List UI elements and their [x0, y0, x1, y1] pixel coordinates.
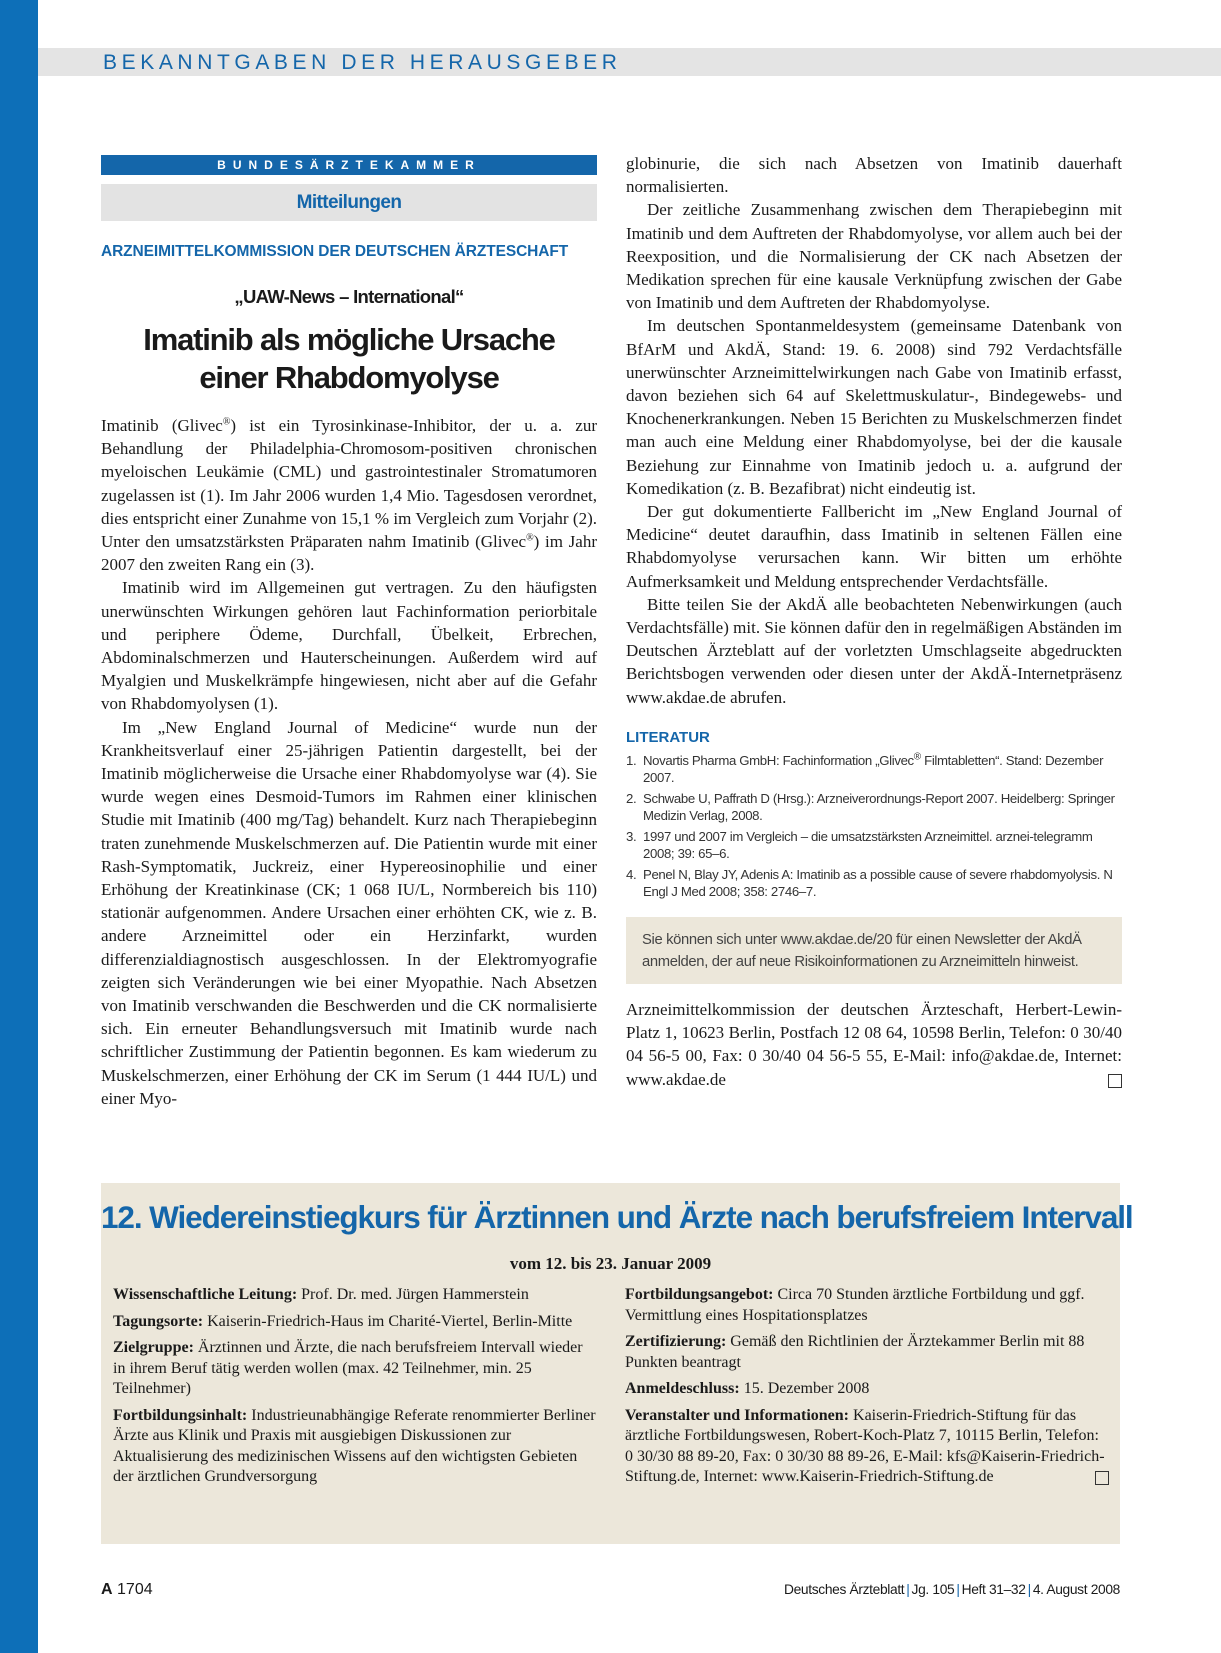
newsletter-note: Sie können sich unter www.akdae.de/20 für einen Newsletter der AkdÄ anmelden, der auf neue Risikoinformationen zu Arzneimitteln hinweist. [626, 917, 1122, 984]
section-header-label: BEKANNTGABEN DER HERAUSGEBER [103, 51, 622, 74]
detail-text: Kaiserin-Friedrich-Haus im Charité-Viertel, Berlin-Mitte [203, 1312, 573, 1330]
detail-label: Veranstalter und Informationen: [625, 1406, 850, 1424]
section-header-bar [38, 48, 1221, 76]
detail-label: Fortbildungsangebot: [625, 1286, 774, 1303]
contact-text: Arzneimittelkommission der deutschen Ärzteschaft, Herbert-Lewin-Platz 1, 10623 Berlin, Postfach 12 08 64, 10598 Berlin, Telefon: 0 30/40 04 56-5 00, Fax: 0 30/40 04 56-5 55, E-Mail: info@akdae.de, Internet: www.akdae.de [626, 999, 1122, 1089]
page-number [101, 1581, 153, 1599]
paragraph-case-report: Im „New England Journal of Medicine“ wurde nun der Krankheitsverlauf einer 25-jährigen Patientin dargestellt, bei der Imatinib möglicherweise die Ursache einer Rhabdomyolyse war (4). Sie wurde wegen eines Desmoid-Tumors im Rahmen einer klinischen Studie mit Imatinib (400 mg/Tag) behandelt. Kurz nach Therapiebeginn traten zunehmende Muskelschmerzen auf. Die Patientin wurde mit einer Rash-Symptomatik, Juckreiz, einer Hypereosinophilie und einer Erhöhung der Kreatinkinase (CK; 1 068 IU/L, Normbereich bis 110) stationär aufgenommen. Andere Ursachen einer erhöhten CK, wie z. B. andere Arzneimittel oder ein Herzinfarkt, wurden differenzialdiagnostisch ausgeschlossen. In der Elektromyografie zeigten sich Veränderungen wie bei einer Myopathie. Nach Absetzen von Imatinib verschwanden die Beschwerden und die CK normalisierte sich. Ein erneuter Behandlungsversuch mit Imatinib wurde nach schriftlicher Zustimmung der Patientin begonnen. Es kam wiederum zu Muskelschmerzen, einer Erhöhung der CK im Serum (1 444 IU/L) und einer Myo- [101, 717, 597, 1108]
journal-volume: Jg. 105 [911, 1582, 955, 1597]
course-dates: vom 12. bis 23. Januar 2009 [509, 1254, 712, 1273]
detail-text: Kaiserin-Friedrich-Stiftung für das ärztliche Fortbildungswesen, Robert-Koch-Platz 7, 10115 Berlin, Telefon: 0 30/30 88 89-20, Fax: 0 30/30 88 89-26, E-Mail: kfs@Kaiserin-Friedrich-Stiftung.de, Internet: www.Kaiserin-Friedrich-Stiftung.de [625, 1406, 1105, 1485]
reference-list [626, 752, 1122, 901]
page-number-value: 1704 [117, 1581, 153, 1598]
text-run: Imatinib (Glivec [101, 416, 223, 435]
contact-info [626, 998, 1122, 1091]
course-detail-leitung [113, 1285, 596, 1306]
text-run: ) im Jahr 2007 den zweiten Rang ein (3). [101, 532, 597, 575]
article-title-line-2: einer Rhabdomyolyse [199, 360, 499, 395]
article-body-left [101, 414, 597, 1110]
end-mark-icon [1095, 1471, 1109, 1485]
paragraph-causality: Der zeitliche Zusammenhang zwischen dem Therapiebeginn mit Imatinib und dem Auftreten der Rhabdomyolyse, vor allem auch bei der Reexposition, und die Normalisierung der CK nach Absetzen der Medikation sprechen für eine kausale Verknüpfung zwischen der Gabe von Imatinib und dem Auftreten der Rhabdomyolyse. [626, 200, 1122, 313]
reference-item [626, 828, 1122, 863]
course-title: 12. Wiedereinstiegkurs für Ärztinnen und Ärzte nach berufsfreiem Intervall [101, 1199, 1133, 1235]
publisher-banner: BUNDESÄRZTEKAMMER [101, 155, 597, 175]
course-detail-inhalt [113, 1406, 596, 1488]
article-body-right [626, 152, 1122, 709]
course-detail-zielgruppe [113, 1338, 596, 1400]
course-detail-tagungsorte [113, 1312, 596, 1333]
registered-mark: ® [222, 416, 231, 428]
paragraph-spontaneous-reports: Im deutschen Spontanmeldesystem (gemeinsame Datenbank von BfArM und AkdÄ, Stand: 19. 6. 2008) sind 792 Verdachtsfälle unerwünschter Arzneimittelwirkungen nach Gabe von Imatinib erfasst, davon beziehen sich 64 auf Skelettmuskulatur-, Bindegewebs- und Knochenerkrankungen. Neben 15 Berichten zu Muskelschmerzen findet man auch eine Meldung einer Rhabdomyolyse, bei der die kausale Beziehung zur Einnahme von Imatinib jedoch u. a. aufgrund der Komedikation (z. B. Bezafibrat) nicht eindeutig ist. [626, 316, 1122, 498]
separator: | [956, 1582, 960, 1597]
detail-label: Anmeldeschluss: [625, 1380, 740, 1397]
paragraph-conclusion: Der gut dokumentierte Fallbericht im „New England Journal of Medicine“ deutet daraufhin, dass Imatinib in seltenen Fällen eine Rhabdomyolyse verursachen kann. Wir bitten um erhöhte Aufmerksamkeit und Meldung entsprechender Verdachtsfälle. [626, 502, 1122, 591]
paragraph-continuation: globinurie, die sich nach Absetzen von Imatinib dauerhaft normalisierten. [626, 154, 1122, 197]
detail-text: Gemäß den Richtlinien der Ärztekammer Berlin mit 88 Punkten beantragt [625, 1333, 1085, 1371]
article-kicker: „UAW-News – International“ [234, 286, 464, 307]
organization-heading: ARZNEIMITTELKOMMISSION DER DEUTSCHEN ÄRZTESCHAFT [101, 243, 569, 260]
article-title [101, 321, 597, 397]
article-right-column [626, 152, 1122, 1091]
reference-number: 3. [626, 828, 637, 844]
detail-label: Zielgruppe: [113, 1339, 194, 1356]
course-detail-angebot [625, 1285, 1109, 1326]
end-mark-icon [1108, 1074, 1122, 1088]
reference-item [626, 790, 1122, 825]
reference-number: 2. [626, 790, 637, 806]
detail-label: Wissenschaftliche Leitung: [113, 1286, 298, 1303]
paragraph-reporting-request: Bitte teilen Sie der AkdÄ alle beobachteten Nebenwirkungen (auch Verdachtsfälle) mit. Sie können dafür den in regelmäßigen Abständen im Deutschen Ärzteblatt auf der vorletzten Umschlagseite abgedruckten Berichtsbogen verwenden oder diesen unter der AkdÄ-Internetpräsenz www.akdae.de abrufen. [626, 594, 1122, 707]
reference-text: Schwabe U, Paffrath D (Hrsg.): Arzneiverordnungs-Report 2007. Heidelberg: Springer Medizin Verlag, 2008. [643, 790, 1115, 824]
reference-text: 1997 und 2007 im Vergleich – die umsatzstärksten Arzneimittel. arznei-telegramm 2008; 39: 65–6. [643, 828, 1093, 862]
registered-mark: ® [526, 532, 534, 544]
course-right-column [625, 1285, 1109, 1494]
reference-number: 1. [626, 752, 637, 768]
journal-name: Deutsches Ärzteblatt [783, 1582, 905, 1597]
course-detail-anmeldeschluss [625, 1379, 1109, 1400]
article-title-line-1: Imatinib als mögliche Ursache [143, 322, 555, 357]
paragraph-tolerability: Imatinib wird im Allgemeinen gut vertragen. Zu den häufigsten unerwünschten Wirkungen gehören laut Fachinformation periorbitale und periphere Ödeme, Durchfall, Übelkeit, Erbrechen, Abdominalschmerzen und Hauterscheinungen. Außerdem wird auf Myalgien und Muskelkrämpfe hingewiesen, nicht aber auf die Gefahr von Rhabdomyolysen (1). [101, 578, 597, 714]
course-left-column [113, 1285, 596, 1494]
journal-info [784, 1582, 1120, 1597]
side-color-bar [0, 0, 38, 1653]
journal-issue: Heft 31–32 [961, 1582, 1026, 1597]
detail-label: Tagungsorte: [113, 1312, 204, 1330]
journal-date: 4. August 2008 [1032, 1582, 1120, 1597]
detail-text: Prof. Dr. med. Jürgen Hammerstein [297, 1286, 529, 1303]
separator: | [906, 1582, 910, 1597]
reference-text: Penel N, Blay JY, Adenis A: Imatinib as a possible cause of severe rhabdomyolysis. N Engl J Med 2008; 358: 2746–7. [643, 866, 1113, 900]
course-detail-veranstalter [625, 1406, 1109, 1488]
paragraph-intro [101, 414, 597, 576]
reference-text: Filmtabletten“. Stand: Dezember 2007. [643, 752, 1104, 786]
detail-label: Zertifizierung: [625, 1333, 727, 1350]
detail-text: Circa 70 Stunden ärztliche Fortbildung und ggf. Vermittlung eines Hospitationsplatzes [625, 1286, 1085, 1324]
detail-text: Industrieunabhängige Referate renommierter Berliner Ärzte aus Klinik und Praxis mit ausgiebigen Diskussionen zur Aktualisierung des medizinischen Wissens auf den wichtigsten Gebieten der ärztlichen Grundversorgung [113, 1406, 596, 1485]
page-footer [101, 1581, 1120, 1603]
reference-item [626, 866, 1122, 901]
course-detail-zertifizierung [625, 1332, 1109, 1373]
text-run: ) ist ein Tyrosinkinase-Inhibitor, der u. a. zur Behandlung der Philadelphia-Chromosom-positiven chronischen myeloischen Leukämie (CML) und gastrointestinaler Stromatumoren zugelassen ist (1). Im Jahr 2006 wurden 1,4 Mio. Tagesdosen verordnet, dies entspricht einer Zunahme von 15,1 % im Vergleich zum Vorjahr (2). Unter den umsatzstärksten Präparaten nahm Imatinib (Glivec [101, 416, 597, 552]
detail-label: Fortbildungsinhalt: [113, 1406, 248, 1424]
detail-text: 15. Dezember 2008 [739, 1380, 870, 1397]
detail-text: Ärztinnen und Ärzte, die nach berufsfreiem Intervall wieder in ihrem Beruf tätig werden wollen (max. 42 Teilnehmer, min. 25 Teilnehmer) [113, 1339, 583, 1397]
course-announcement-box [101, 1183, 1133, 1544]
reference-text: Novartis Pharma GmbH: Fachinformation „Glivec [643, 752, 914, 768]
section-box-mitteilungen: Mitteilungen [101, 184, 597, 221]
page-prefix: A [101, 1581, 113, 1598]
separator: | [1027, 1582, 1031, 1597]
reference-item [626, 752, 1122, 787]
literature-heading: LITERATUR [626, 728, 710, 746]
reference-number: 4. [626, 866, 637, 882]
registered-mark: ® [913, 751, 921, 763]
article-left-column [101, 155, 597, 1110]
